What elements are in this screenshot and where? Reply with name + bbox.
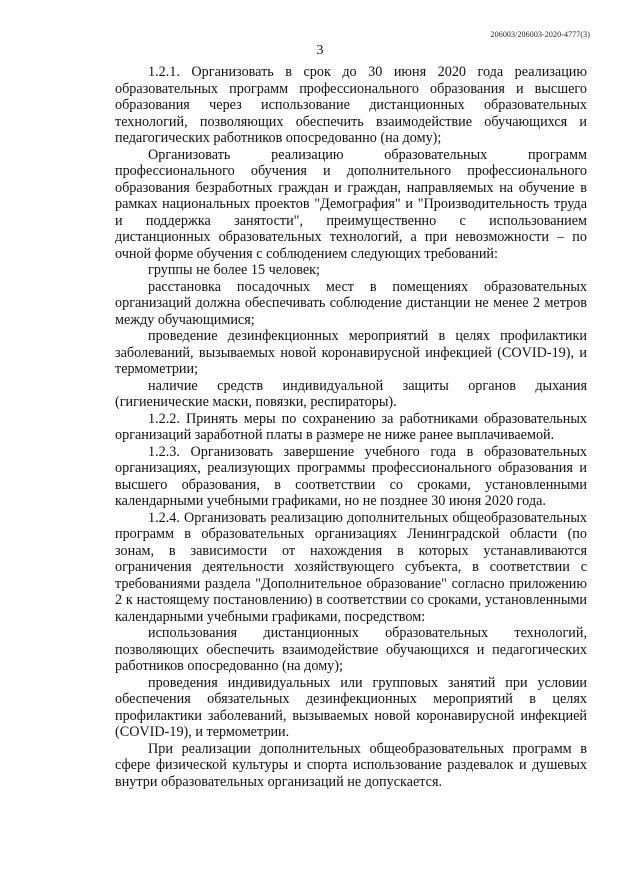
method-classes: проведения индивидуальных или групповых занятий при условии обеспечения обязательных дезинфекционных мероприятий в целях профилактики заболеваний, вызываемых новой коронавирусной инфекцией (COVID-19), и термометрии. xyxy=(115,674,587,740)
requirement-seating: расстановка посадочных мест в помещениях образовательных организаций должна обеспечивать соблюдение дистанции не менее 2 метров между обучающимися; xyxy=(115,278,587,328)
requirement-ppe: наличие средств индивидуальной защиты органов дыхания (гигиенические маски, повязки, респираторы). xyxy=(115,377,587,410)
document-id: 206003/206003-2020-4777(3) xyxy=(490,30,590,39)
page-number: 3 xyxy=(316,43,324,58)
paragraph-organize: Организовать реализацию образовательных программ профессионального обучения и дополнительного профессионального образования безработных граждан и граждан, направляемых на обучение в рамках национальных проектов "Демография" и "Производительность труда и поддержка занятости", преимущественно с использованием дистанционных образовательных технологий, а при невозможности – по очной форме обучения с соблюдением следующих требований: xyxy=(115,146,587,262)
method-distance: использования дистанционных образовательных технологий, позволяющих обеспечить взаимодействие обучающихся и педагогических работников опосредованно (на дому); xyxy=(115,625,587,674)
requirement-disinfection: проведение дезинфекционных мероприятий в целях профилактики заболеваний, вызываемых новой коронавирусной инфекцией (COVID-19), и термометрии; xyxy=(115,328,587,377)
requirement-groups: группы не более 15 человек; xyxy=(148,262,320,278)
paragraph-1-2-4: 1.2.4. Организовать реализацию дополнительных общеобразовательных программ в образовательных организациях Ленинградской области (по зонам, в зависимости от нахождения в которых устанавливаются ограничения деятельности хозяйствующего субъекта, в соответствии с требованиями раздела "Дополнительное образование" согласно приложению 2 к настоящему постановлению) в соответствии со сроками, установленными календарными учебными графиками, посредством: xyxy=(115,509,587,625)
document-body xyxy=(115,64,587,790)
paragraph-1-2-2: 1.2.2. Принять меры по сохранению за работниками образовательных организаций заработной платы в размере не ниже ранее выплачиваемой. xyxy=(115,410,587,443)
paragraph-1-2-1: 1.2.1. Организовать в срок до 30 июня 2020 года реализацию образовательных программ профессионального образования и высшего образования через использование дистанционных образовательных технологий, позволяющих обеспечить взаимодействие обучающихся и педагогических работников опосредованно (на дому); xyxy=(115,64,587,146)
paragraph-1-2-3: 1.2.3. Организовать завершение учебного года в образовательных организациях, реализующих программы профессионального образования и высшего образования, в соответствии со сроками, установленными календарными учебными графиками, но не позднее 30 июня 2020 года. xyxy=(115,443,587,509)
paragraph-sports: При реализации дополнительных общеобразовательных программ в сфере физической культуры и спорта использование раздевалок и душевых внутри образовательных организаций не допускается. xyxy=(115,740,587,790)
